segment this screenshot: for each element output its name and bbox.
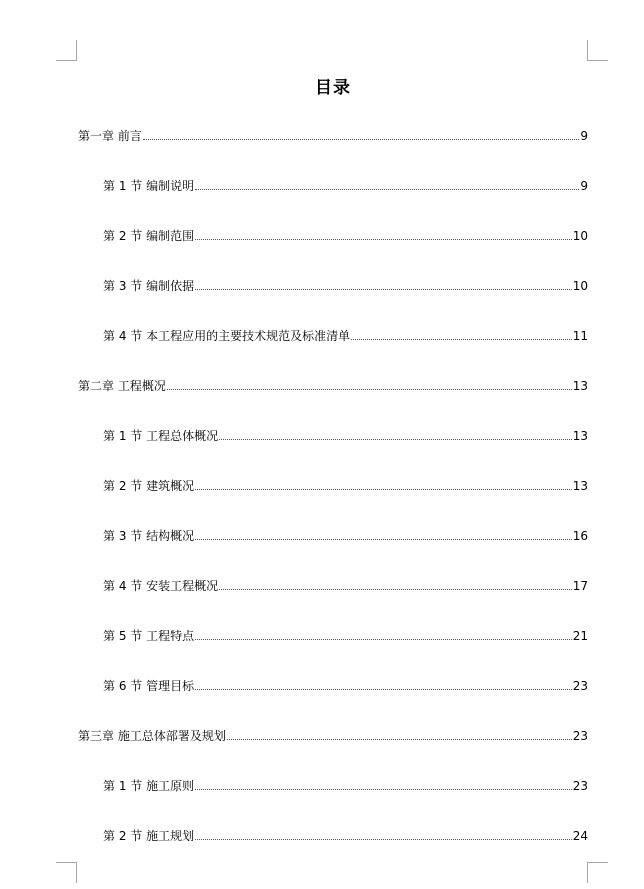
dot-leader: [195, 688, 572, 690]
margin-mark-bottom-right: [587, 862, 608, 883]
page-title: 目录: [315, 78, 351, 98]
toc-entry-label: 第 2 节 施工规划: [103, 829, 195, 843]
margin-mark-bottom-left: [56, 862, 77, 883]
toc-entry-label: 第 3 节 编制依据: [103, 279, 195, 293]
toc-entry-label: 第 3 节 结构概况: [103, 529, 195, 543]
dot-leader: [351, 338, 572, 340]
toc-page-number: 16: [572, 529, 588, 543]
toc-page-number: 9: [580, 179, 588, 193]
toc-entry-label: 第 5 节 工程特点: [103, 629, 195, 643]
toc-entry-label: 第 1 节 施工原则: [103, 779, 195, 793]
toc-entry-label: 第二章 工程概况: [78, 379, 166, 393]
toc-entry-label: 第 2 节 编制范围: [103, 229, 195, 243]
toc-entry-label: 第 1 节 工程总体概况: [103, 429, 219, 443]
margin-mark-top-right: [587, 40, 608, 61]
toc-entry-section[interactable]: [103, 227, 588, 243]
toc-page-number: 13: [572, 479, 588, 493]
toc-entry-label: 第 4 节 本工程应用的主要技术规范及标准清单: [103, 329, 351, 343]
toc-page-number: 11: [572, 329, 588, 343]
dot-leader: [195, 788, 572, 790]
toc-entry-section[interactable]: [103, 327, 588, 343]
dot-leader: [195, 638, 572, 640]
toc-entry-section[interactable]: [103, 177, 588, 193]
toc-page-number: 23: [572, 679, 588, 693]
toc-entry-label: 第 4 节 安装工程概况: [103, 579, 219, 593]
dot-leader: [195, 838, 572, 840]
dot-leader: [195, 488, 572, 490]
toc-entry-section[interactable]: [103, 827, 588, 843]
toc-entry-section[interactable]: [103, 627, 588, 643]
toc-page-number: 9: [580, 129, 588, 143]
toc-page-number: 23: [572, 729, 588, 743]
toc-page-number: 21: [572, 629, 588, 643]
margin-mark-top-left: [56, 40, 77, 61]
toc-entry-section[interactable]: [103, 277, 588, 293]
toc-page-number: 23: [572, 779, 588, 793]
toc-entry-label: 第三章 施工总体部署及规划: [78, 729, 226, 743]
dot-leader: [219, 438, 572, 440]
dot-leader: [195, 188, 579, 190]
toc-entry-section[interactable]: [103, 777, 588, 793]
toc-entry-label: 第 1 节 编制说明: [103, 179, 195, 193]
dot-leader: [227, 738, 572, 740]
toc-entry-label: 第 2 节 建筑概况: [103, 479, 195, 493]
toc-entry-chapter[interactable]: [78, 727, 588, 743]
toc-entry-section[interactable]: [103, 577, 588, 593]
dot-leader: [219, 588, 572, 590]
toc-page-number: 10: [572, 229, 588, 243]
toc-entry-section[interactable]: [103, 427, 588, 443]
toc-entry-section[interactable]: [103, 527, 588, 543]
dot-leader: [167, 388, 572, 390]
toc-page-number: 17: [572, 579, 588, 593]
dot-leader: [195, 538, 572, 540]
toc-page-number: 13: [572, 379, 588, 393]
dot-leader: [195, 288, 572, 290]
toc-page-number: 24: [572, 829, 588, 843]
toc-page-number: 13: [572, 429, 588, 443]
toc-entry-label: 第 6 节 管理目标: [103, 679, 195, 693]
toc-page-number: 10: [572, 279, 588, 293]
toc-entry-label: 第一章 前言: [78, 129, 142, 143]
dot-leader: [143, 138, 580, 140]
toc-entry-chapter[interactable]: [78, 377, 588, 393]
toc-entry-section[interactable]: [103, 477, 588, 493]
toc-entry-section[interactable]: [103, 677, 588, 693]
toc-entry-chapter[interactable]: [78, 127, 588, 143]
dot-leader: [195, 238, 572, 240]
